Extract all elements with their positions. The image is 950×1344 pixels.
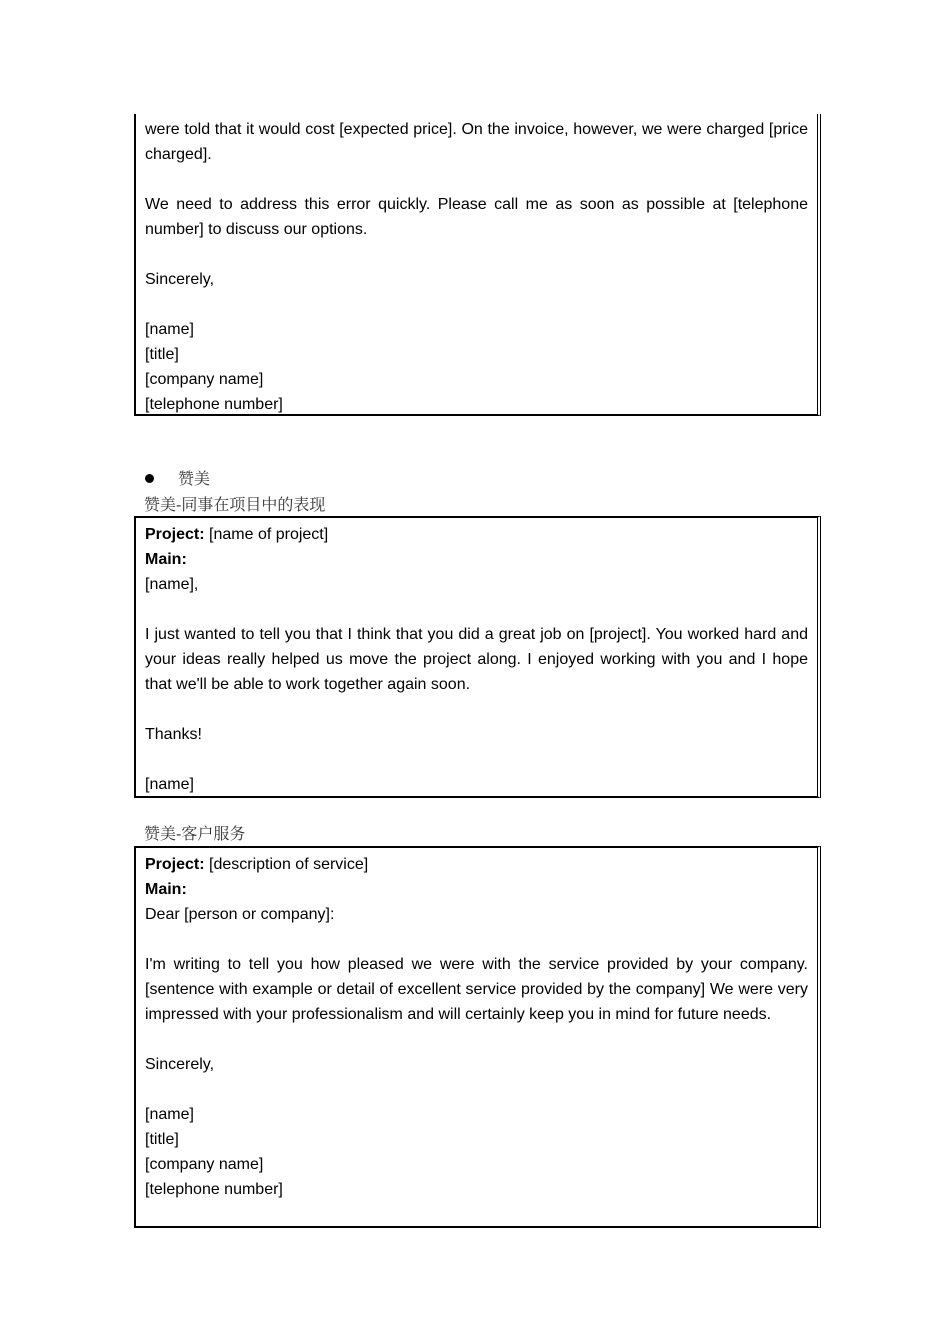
section-heading: 赞美 <box>178 469 211 488</box>
signature-company: [company name] <box>145 1156 264 1173</box>
project-label: Project: <box>145 856 205 873</box>
letter-paragraph: were told that it would cost [expected price]. On the invoice, however, we were charged [price charged]. <box>145 121 808 163</box>
letter-template-box-colleague <box>134 516 821 798</box>
letter-greeting: Dear [person or company]: <box>145 906 335 923</box>
signature-title: [title] <box>145 346 179 363</box>
bullet-icon <box>145 474 154 483</box>
signature-phone: [telephone number] <box>145 396 283 413</box>
letter-closing: Sincerely, <box>145 271 215 288</box>
letter-closing: Sincerely, <box>145 1056 215 1073</box>
signature-title: [title] <box>145 1131 179 1148</box>
main-label: Main: <box>145 881 187 898</box>
letter-paragraph: I just wanted to tell you that I think that you did a great job on [project]. You worked hard and your ideas really helped us move the project along. I enjoyed working with you and I hope that we'll be able to work together again soon. <box>145 626 808 693</box>
letter-paragraph: We need to address this error quickly. Please call me as soon as possible at [telephone number] to discuss our options. <box>145 196 808 238</box>
letter-template-box-customer-service <box>134 846 821 1228</box>
letter-template-box-error <box>134 114 821 416</box>
project-label: Project: <box>145 526 205 543</box>
project-value: [description of service] <box>204 856 369 873</box>
main-label: Main: <box>145 551 187 568</box>
signature-name: [name] <box>145 321 194 338</box>
signature-name: [name] <box>145 776 194 793</box>
signature-company: [company name] <box>145 371 264 388</box>
project-line <box>145 522 808 547</box>
letter-greeting: [name], <box>145 576 199 593</box>
letter-closing: Thanks! <box>145 726 202 743</box>
project-value: [name of project] <box>204 526 329 543</box>
signature-phone: [telephone number] <box>145 1181 283 1198</box>
project-line <box>145 852 808 877</box>
subheading-customer-service: 赞美-客户服务 <box>144 824 246 843</box>
subheading-colleague: 赞美-同事在项目中的表现 <box>144 495 326 514</box>
signature-name: [name] <box>145 1106 194 1123</box>
letter-paragraph: I'm writing to tell you how pleased we were with the service provided by your company. [sentence with example or detail of excellent service provided by the company] We were very impressed with your professionalism and will certainly keep you in mind for future needs. <box>145 956 808 1023</box>
